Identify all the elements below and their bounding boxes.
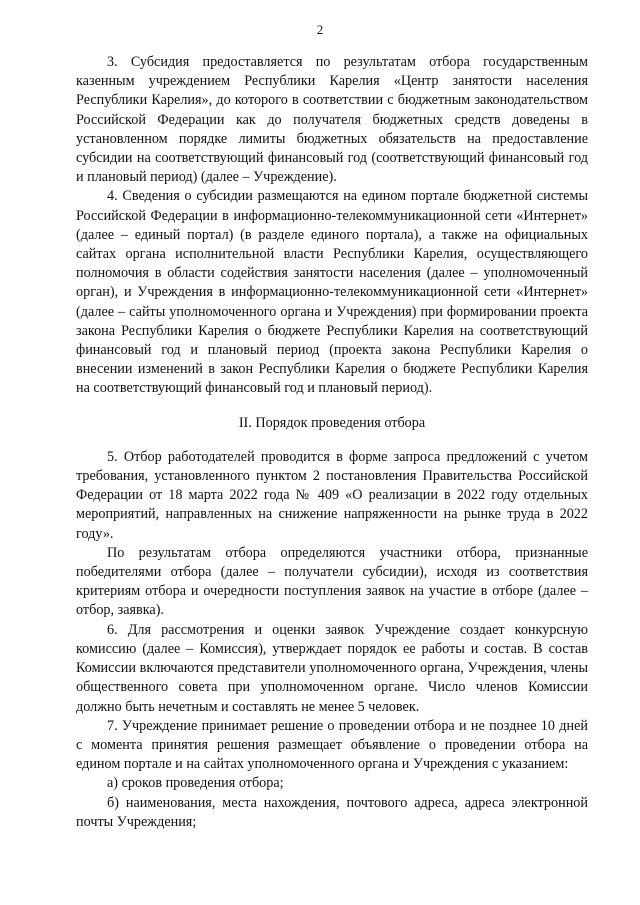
paragraph-3: 3. Субсидия предоставляется по результатам отбора государственным казенным учреждением Республики Карелия «Центр занятости населения Республики Карелия», до которого в соответствии с бюджетным законодательством Российской Федерации как до получателя бюджетных средств доведены в установленном порядке лимиты бюджетных обязательств на предоставление субсидии на соответствующий финансовый год (соответствующий финансовый год и плановый период) (далее – Учреждение). <box>76 54 588 186</box>
spacer <box>76 433 588 448</box>
section-heading: II. Порядок проведения отбора <box>238 414 426 431</box>
paragraph-5: 5. Отбор работодателей проводится в форме запроса предложений с учетом требования, установленного пунктом 2 постановления Правительства Российской Федерации от 18 марта 2022 года № 409 «О реализации в 2022 году отдельных мероприятий, направленных на снижение напряженности на рынке труда в 2022 году». <box>76 448 588 542</box>
document-body <box>76 53 588 832</box>
page-number: 2 <box>316 22 324 37</box>
list-item-a: а) сроков проведения отбора; <box>107 775 284 792</box>
list-item-b: б) наименования, места нахождения, почтового адреса, адреса электронной почты Учреждения; <box>76 794 588 830</box>
paragraph-5-continued: По результатам отбора определяются участники отбора, признанные победителями отбора (далее – получатели субсидии), исходя из соответствия критериям отбора и очередности поступления заявок на участие в отборе (далее – отбор, заявка). <box>76 544 588 619</box>
paragraph-7: 7. Учреждение принимает решение о проведении отбора и не позднее 10 дней с момента принятия решения размещает объявление о проведении отбора на едином портале и на сайтах уполномоченного органа и Учреждения с указанием: <box>76 717 588 773</box>
spacer <box>76 399 588 414</box>
paragraph-4: 4. Сведения о субсидии размещаются на едином портале бюджетной системы Российской Федерации в информационно-телекоммуникационной сети «Интернет» (далее – единый портал) (в разделе единого портала), а также на официальных сайтах органа исполнительной власти Республики Карелия, осуществляющего полномочия в области содействия занятости населения (далее – уполномоченный орган), и Учреждения в информационно-телекоммуникационной сети «Интернет» (далее – сайты уполномоченного органа и Учреждения) при формировании проекта закона Республики Карелия о бюджете Республики Карелия на соответствующий финансовый год и плановый период (проекта закона Республики Карелия о внесении изменений в закон Республики Карелия о бюджете Республики Карелия на соответствующий финансовый год и плановый период). <box>76 188 588 397</box>
paragraph-6: 6. Для рассмотрения и оценки заявок Учреждение создает конкурсную комиссию (далее – Комиссия), утверждает порядок ее работы и состав. В состав Комиссии включаются представители уполномоченного органа, Учреждения, члены общественного совета при уполномоченном органе. Число членов Комиссии должно быть нечетным и составлять не менее 5 человек. <box>76 621 588 715</box>
